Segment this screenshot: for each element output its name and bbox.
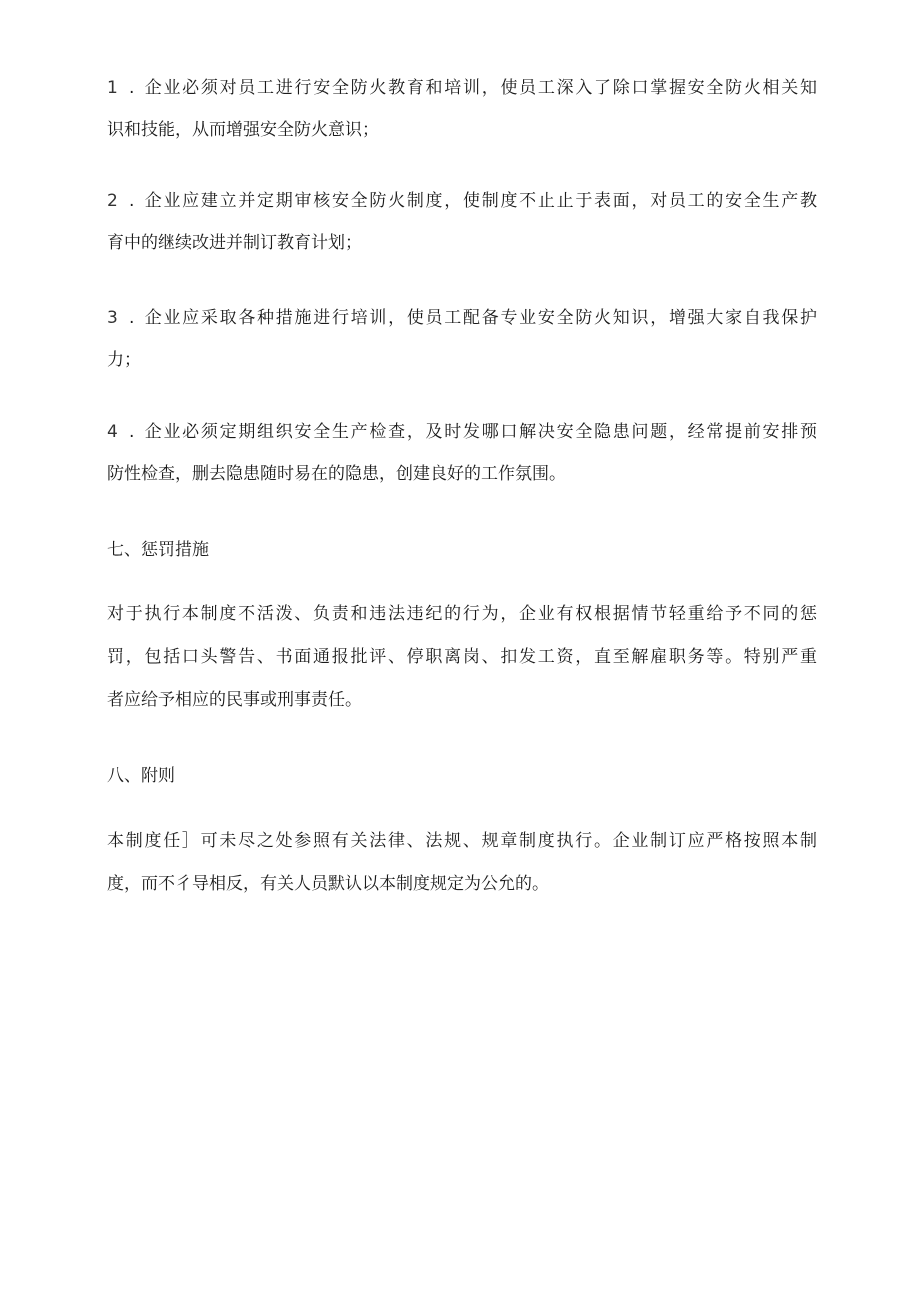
- item-number: 4: [107, 422, 118, 442]
- item-text-continued: 识和技能，从而增强安全防火意识；: [107, 120, 379, 140]
- item-number: 2: [107, 191, 118, 211]
- paragraph-line: 者应给予相应的民事或刑事责任。: [107, 690, 362, 710]
- item-number: 1: [107, 78, 118, 98]
- item-text: 企业必须定期组织安全生产检查，及时发哪口解决安全隐患问题，经常提前安排预: [143, 422, 817, 442]
- paragraph-line: 本制度任］可未尽之处参照有关法律、法规、规章制度执行。企业制订应严格按照本制: [107, 831, 817, 851]
- list-item-line: [107, 418, 817, 446]
- list-item-line: [107, 74, 817, 102]
- list-item-line: [107, 304, 817, 332]
- section-heading: [107, 762, 817, 790]
- item-dot: .: [129, 191, 135, 211]
- section-heading-text: 七、惩罚措施: [107, 540, 209, 560]
- paragraph-line: 度，而不彳导相反，有关人员默认以本制度规定为公允的。: [107, 874, 549, 894]
- item-number: 3: [107, 308, 118, 328]
- paragraph-line: 对于执行本制度不活泼、负责和违法违纪的行为，企业有权根据情节轻重给予不同的惩: [107, 604, 817, 624]
- item-dot: .: [129, 422, 135, 442]
- section-paragraph: [107, 827, 817, 898]
- list-item: [107, 187, 817, 257]
- paragraph-line: 罚，包括口头警告、书面通报批评、停职离岗、扣发工资，直至解雇职务等。特别严重: [107, 647, 817, 667]
- item-text-continued: 育中的继续改进并制订教育计划；: [107, 233, 362, 253]
- list-item: [107, 418, 817, 488]
- item-dot: .: [129, 78, 135, 98]
- item-dot: .: [129, 308, 135, 328]
- list-item: [107, 304, 817, 374]
- section-heading: [107, 536, 817, 564]
- section-paragraph: [107, 600, 817, 714]
- item-text: 企业必须对员工进行安全防火教育和培训，使员工深入了除口掌握安全防火相关知: [143, 78, 817, 98]
- list-item-line: [107, 187, 817, 215]
- list-item: [107, 74, 817, 144]
- item-text: 企业应建立并定期审核安全防火制度，使制度不止止于表面，对员工的安全生产教: [143, 191, 817, 211]
- item-text-continued: 防性检查，删去隐患随时易在的隐患，创建良好的工作氛围。: [107, 464, 566, 484]
- item-text-continued: 力；: [107, 350, 141, 370]
- item-text: 企业应采取各种措施进行培训，使员工配备专业安全防火知识，增强大家自我保护: [143, 308, 817, 328]
- section-heading-text: 八、附则: [107, 766, 175, 786]
